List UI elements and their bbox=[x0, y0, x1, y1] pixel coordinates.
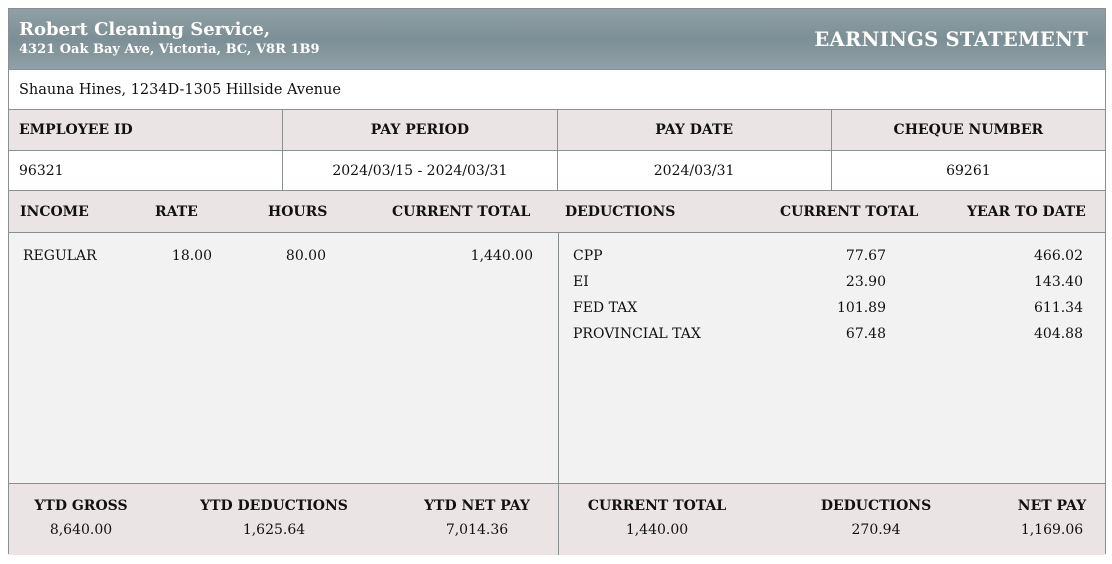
deductions-total-label: DEDUCTIONS bbox=[820, 498, 932, 514]
employee-line bbox=[9, 69, 1105, 109]
hours-column-header: HOURS bbox=[268, 204, 328, 220]
deduction-name: EI bbox=[573, 274, 589, 290]
rate-column-header: RATE bbox=[155, 204, 198, 220]
info-header-cell bbox=[832, 110, 1105, 150]
ytd-gross-label: YTD GROSS bbox=[34, 498, 128, 514]
current-total-value: 1,440.00 bbox=[625, 522, 689, 538]
info-value-cell bbox=[558, 151, 832, 191]
deduction-current-total-column-header: CURRENT TOTAL bbox=[780, 204, 919, 220]
year-to-date-column-header: YEAR TO DATE bbox=[967, 204, 1086, 220]
employee-name-address: Shauna Hines, 1234D-1305 Hillside Avenue bbox=[19, 82, 341, 98]
deductions-total-value: 270.94 bbox=[851, 522, 901, 538]
income-total: 1,440.00 bbox=[470, 248, 533, 264]
deductions-column-header: DEDUCTIONS bbox=[565, 204, 676, 220]
net-pay-label: NET PAY bbox=[1017, 498, 1087, 514]
info-header-row bbox=[9, 109, 1105, 150]
income-name: REGULAR bbox=[23, 248, 97, 264]
info-header-cell bbox=[283, 110, 557, 150]
column-divider bbox=[558, 233, 559, 555]
deduction-ytd: 143.40 bbox=[1034, 274, 1083, 290]
company-name: Robert Cleaning Service, bbox=[19, 19, 271, 40]
deduction-name: PROVINCIAL TAX bbox=[573, 326, 701, 342]
current-total-label: CURRENT TOTAL bbox=[587, 498, 727, 514]
company-address: 4321 Oak Bay Ave, Victoria, BC, V8R 1B9 bbox=[19, 42, 320, 57]
cheque-number-value: 69261 bbox=[946, 163, 991, 179]
line-items-area bbox=[9, 233, 1105, 483]
ytd-net-pay-value: 7,014.36 bbox=[445, 522, 509, 538]
deduction-name: FED TAX bbox=[573, 300, 638, 316]
deduction-name: CPP bbox=[573, 248, 603, 264]
deduction-ytd: 611.34 bbox=[1034, 300, 1083, 316]
info-header-cell bbox=[9, 110, 283, 150]
income-rate: 18.00 bbox=[171, 248, 212, 264]
employee-id-label: EMPLOYEE ID bbox=[19, 122, 133, 138]
deduction-ytd: 466.02 bbox=[1034, 248, 1083, 264]
employee-id-value: 96321 bbox=[19, 163, 64, 179]
deduction-current: 77.67 bbox=[845, 248, 886, 264]
earnings-statement bbox=[8, 8, 1106, 554]
cheque-number-label: CHEQUE NUMBER bbox=[893, 122, 1044, 138]
deduction-current: 67.48 bbox=[845, 326, 886, 342]
income-hours: 80.00 bbox=[285, 248, 326, 264]
pay-date-value: 2024/03/31 bbox=[653, 163, 735, 179]
pay-period-value: 2024/03/15 - 2024/03/31 bbox=[332, 163, 508, 179]
ytd-deductions-label: YTD DEDUCTIONS bbox=[200, 498, 348, 514]
info-value-cell bbox=[9, 151, 283, 191]
pay-period-label: PAY PERIOD bbox=[370, 122, 469, 138]
deduction-current: 101.89 bbox=[837, 300, 886, 316]
net-pay-value: 1,169.06 bbox=[1020, 522, 1084, 538]
deduction-current: 23.90 bbox=[845, 274, 886, 290]
current-total-column-header: CURRENT TOTAL bbox=[392, 204, 531, 220]
info-value-cell bbox=[832, 151, 1105, 191]
statement-header bbox=[9, 9, 1105, 69]
info-value-row bbox=[9, 150, 1105, 191]
ytd-deductions-value: 1,625.64 bbox=[242, 522, 306, 538]
info-value-cell bbox=[283, 151, 557, 191]
income-column-header: INCOME bbox=[20, 204, 89, 220]
deduction-ytd: 404.88 bbox=[1034, 326, 1083, 342]
column-header-row bbox=[9, 190, 1105, 233]
ytd-net-pay-label: YTD NET PAY bbox=[424, 498, 530, 514]
info-header-cell bbox=[558, 110, 832, 150]
pay-date-label: PAY DATE bbox=[655, 122, 734, 138]
document-title: EARNINGS STATEMENT bbox=[814, 28, 1088, 51]
ytd-gross-value: 8,640.00 bbox=[49, 522, 113, 538]
summary-row bbox=[9, 483, 1105, 555]
